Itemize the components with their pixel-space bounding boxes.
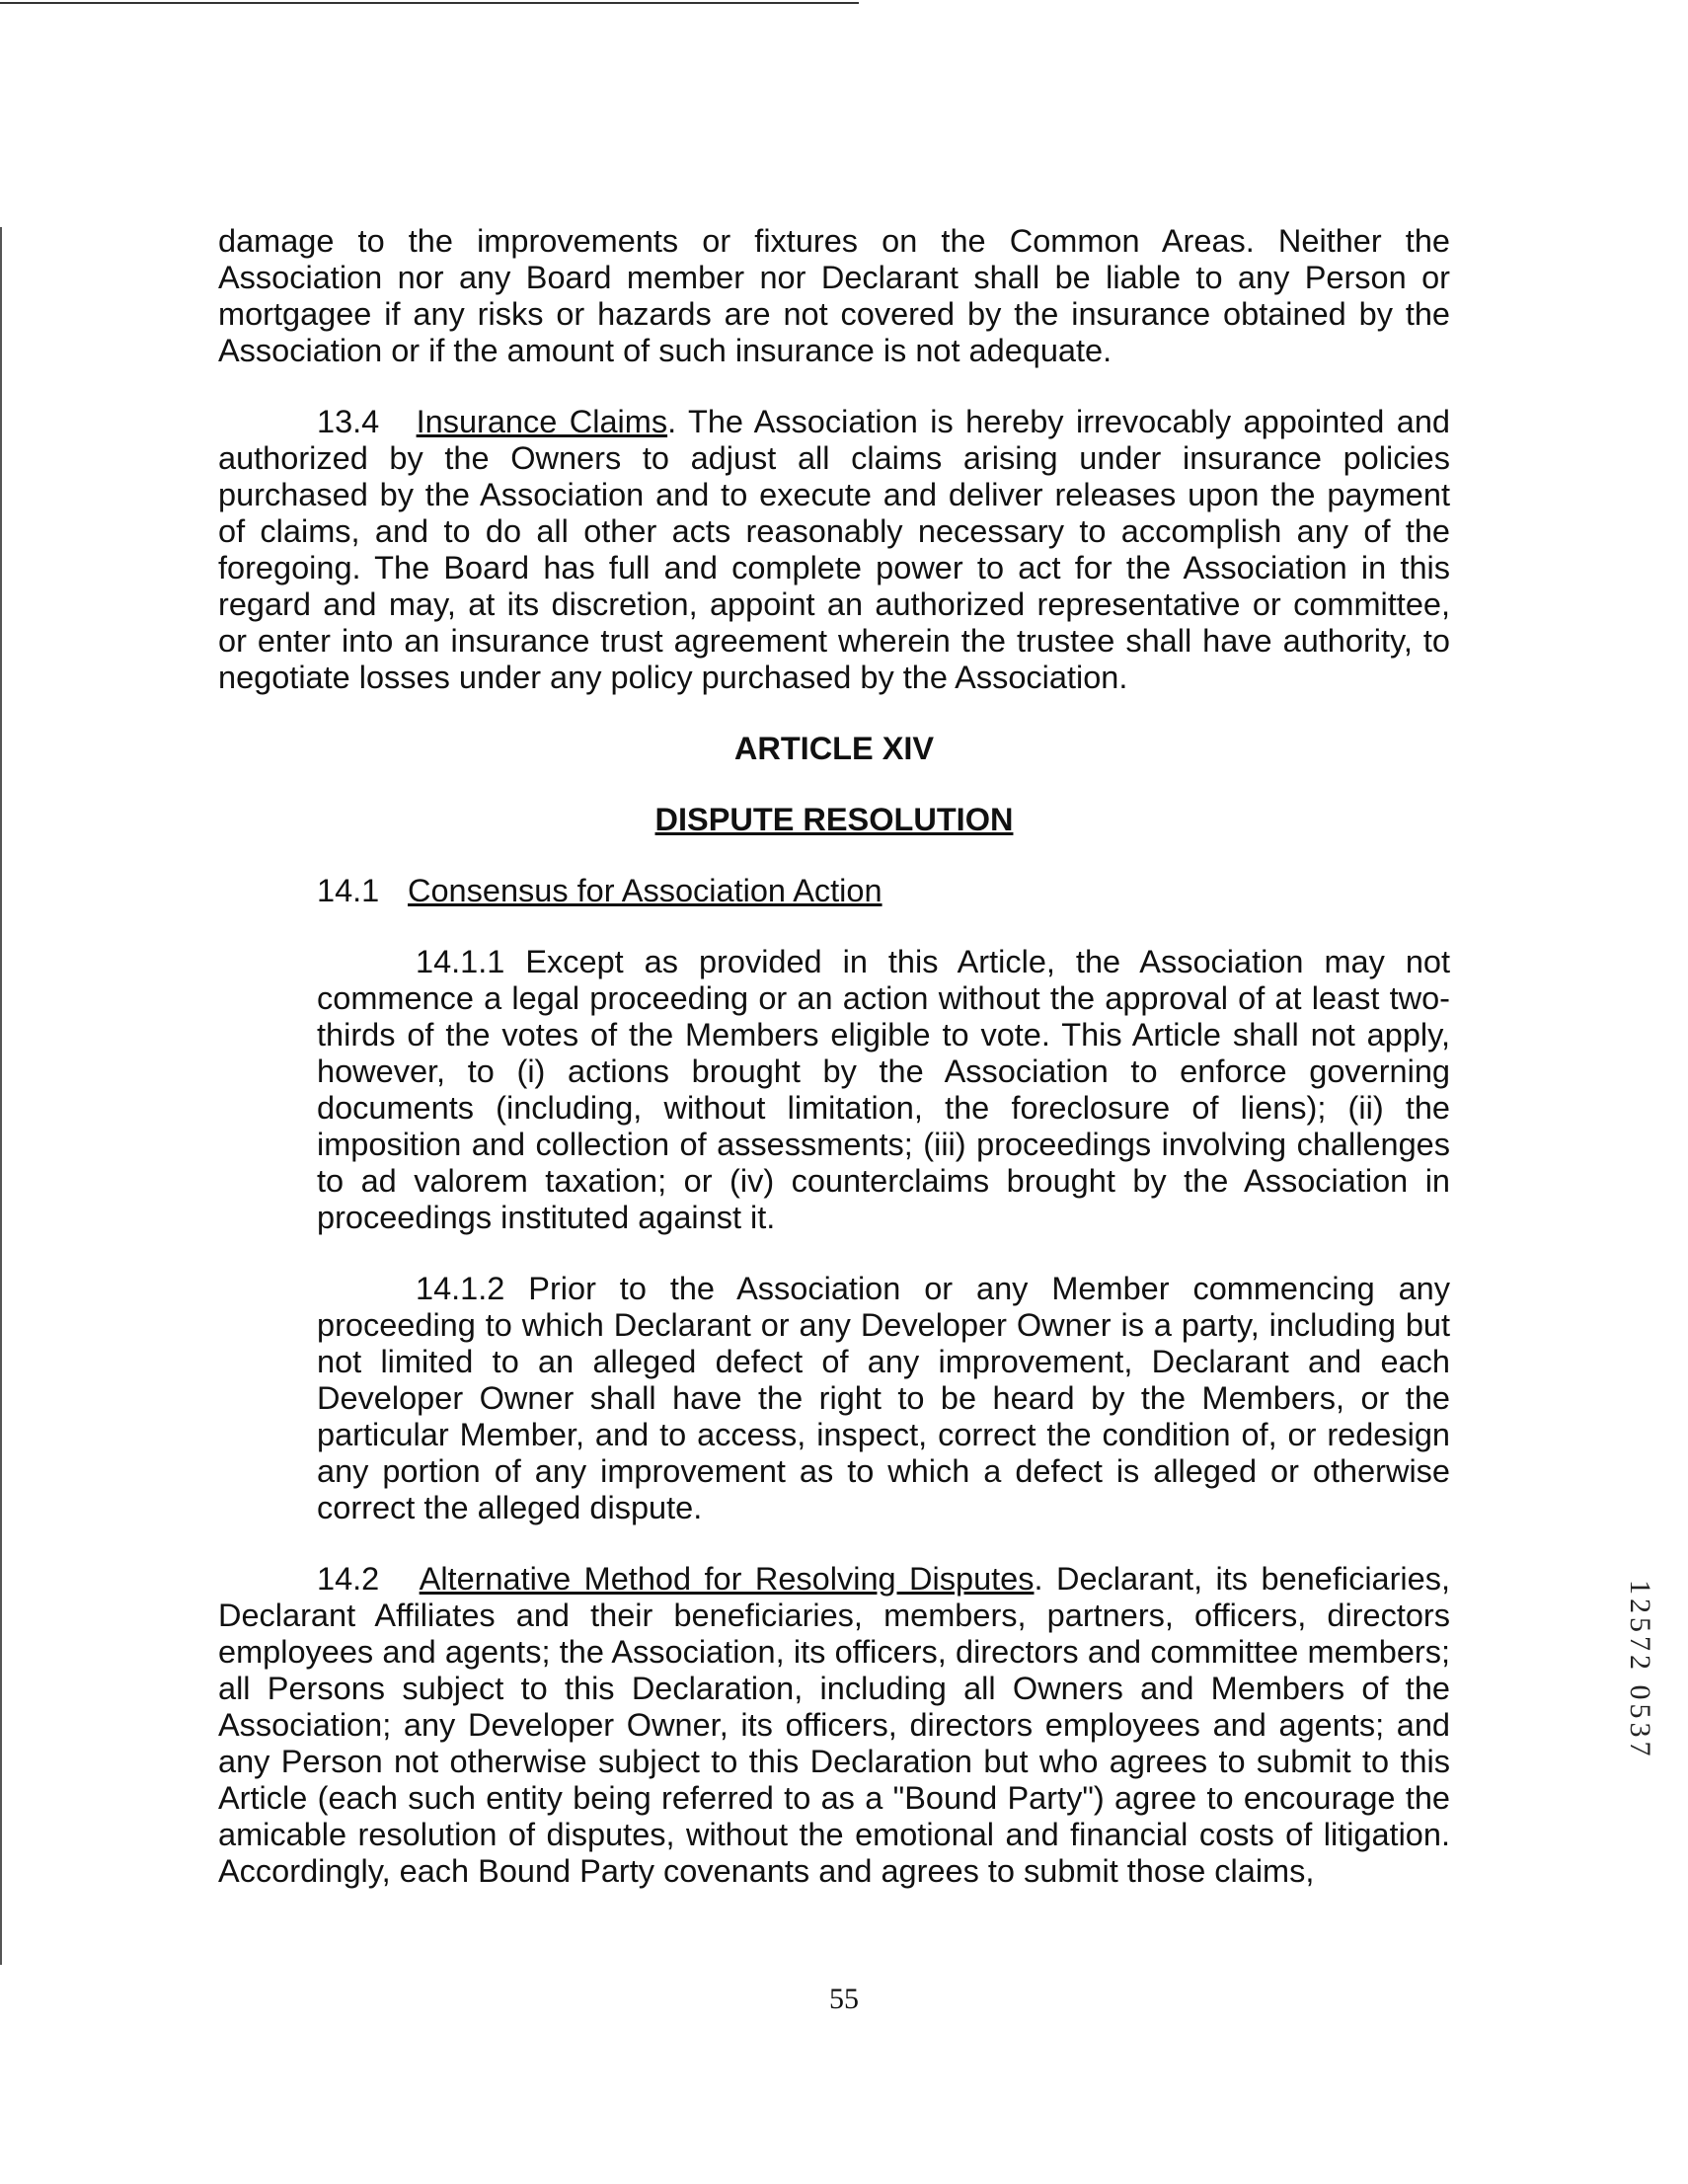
scan-border-left — [0, 227, 2, 1965]
section-14-1-1-body: Except as provided in this Article, the Association may not commence a legal proceeding or an action without the approval of at least two-thirds of the votes of the Members eligible to vote. This Article shall not apply, however, to (i) actions brought by the Association to enforce governing documents (including, without limitation, the foreclosure of liens); (ii) the imposition and collection of assessments; (iii) proceedings involving challenges to ad valorem taxation; or (iv) counterclaims brought by the Association in proceedings instituted against it. — [317, 944, 1451, 1235]
paragraph-continuation: damage to the improvements or fixtures on the Common Areas. Neither the Association nor any Board member nor Declarant shall be liable to any Person or mortgagee if any risks or hazards are not covered by the insurance obtained by the Association or if the amount of such insurance is not adequate. — [218, 223, 1450, 368]
section-13-4-title: Insurance Claims — [416, 404, 668, 439]
section-14-2-number: 14.2 — [317, 1561, 380, 1597]
section-14-1-number: 14.1 — [317, 873, 380, 908]
section-14-2-title: Alternative Method for Resolving Disputes — [419, 1561, 1035, 1597]
section-14-2-body: . Declarant, its beneficiaries, Declarant Affiliates and their beneficiaries, members, partners, officers, directors employees and agents; the Association, its officers, directors and committee members; all Persons subject to this Declaration, including all Owners and Members of the Association; any Developer Owner, its officers, directors employees and agents; and any Person not otherwise subject to this Declaration but who agrees to submit to this Article (each such entity being referred to as a "Bound Party") agree to encourage the amicable resolution of disputes, without the emotional and financial costs of litigation. Accordingly, each Bound Party covenants and agrees to submit those claims, — [218, 1561, 1451, 1889]
section-13-4-number: 13.4 — [317, 404, 380, 439]
page-number: 55 — [829, 1983, 859, 2015]
section-14-1 — [317, 873, 1450, 909]
section-14-1-2 — [317, 1271, 1450, 1526]
scan-border-top — [0, 2, 859, 4]
section-14-1-1 — [317, 944, 1450, 1236]
section-14-1-2-number: 14.1.2 — [416, 1271, 505, 1306]
section-14-1-1-number: 14.1.1 — [416, 944, 505, 979]
page-content — [218, 223, 1450, 1890]
margin-stamp: 12572 0537 — [1624, 1580, 1656, 1760]
section-13-4-body: . The Association is hereby irrevocably appointed and authorized by the Owners to adjust all claims arising under insurance policies purchased by the Association and to execute and deliver releases upon the payment of claims, and to do all other acts reasonably necessary to accomplish any of the foregoing. The Board has full and complete power to act for the Association in this regard and may, at its discretion, appoint an authorized representative or committee, or enter into an insurance trust agreement wherein the trustee shall have authority, to negotiate losses under any policy purchased by the Association. — [218, 404, 1450, 695]
article-title: DISPUTE RESOLUTION — [654, 802, 1014, 837]
section-14-1-title: Consensus for Association Action — [408, 873, 882, 908]
section-14-2 — [218, 1561, 1450, 1890]
section-14-1-2-body: Prior to the Association or any Member commencing any proceeding to which Declarant or any Developer Owner is a party, including but not limited to an alleged defect of any improvement, Declarant and each Developer Owner shall have the right to be heard by the Members, or the particular Member, and to access, inspect, correct the condition of, or redesign any portion of any improvement as to which a defect is alleged or otherwise correct the alleged dispute. — [317, 1271, 1450, 1525]
section-13-4 — [218, 404, 1450, 696]
article-heading: ARTICLE XIV — [733, 731, 935, 766]
